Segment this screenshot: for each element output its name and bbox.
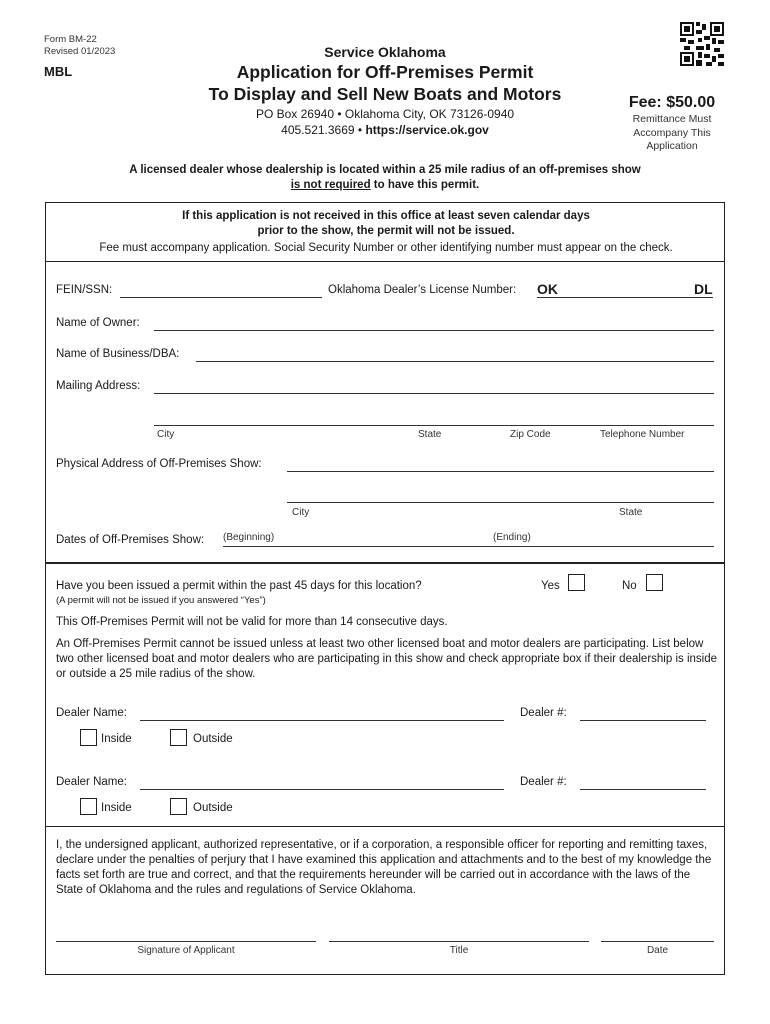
dealer2-inside-checkbox[interactable] bbox=[80, 798, 97, 815]
certification-text: I, the undersigned applicant, authorized representative, or if a corporation, a responsible officer for reporting and remitting taxes, declare under the penalties of perjury that I have examined this application and attachments and to the best of my knowledge the facts set forth are true and correct, and that the requirements hereunder will be carried out in accordance with the laws of the State of Oklahoma and the rules and regulations of Service Oklahoma. bbox=[56, 839, 712, 896]
license-prefix: OK bbox=[537, 281, 558, 297]
title-caption: Title bbox=[449, 945, 469, 956]
notice-line1: A licensed dealer whose dealership is located within a 25 mile radius of an off-premises show bbox=[129, 164, 641, 176]
notice-underlined: is not required bbox=[290, 179, 371, 191]
certification-section bbox=[45, 827, 725, 975]
business-name-field[interactable] bbox=[196, 361, 714, 362]
state-caption: State bbox=[418, 429, 442, 440]
form-title-line1: Application for Off-Premises Permit bbox=[236, 62, 534, 82]
remit-line: Remittance Must bbox=[632, 113, 712, 125]
beginning-caption: (Beginning) bbox=[223, 532, 275, 543]
form-number: Form BM-22 bbox=[44, 34, 97, 45]
dealer-number-label: Dealer #: bbox=[520, 776, 567, 788]
state-caption: State bbox=[619, 507, 643, 518]
dealer1-outside-checkbox[interactable] bbox=[170, 729, 187, 746]
mailing-address-field[interactable] bbox=[154, 393, 714, 394]
remittance-note bbox=[612, 113, 732, 154]
inside-label: Inside bbox=[101, 802, 132, 814]
no-checkbox[interactable] bbox=[646, 574, 663, 591]
city-caption: City bbox=[157, 429, 175, 440]
warning-line2: prior to the show, the permit will not be issued. bbox=[257, 225, 515, 237]
business-label: Name of Business/DBA: bbox=[56, 348, 180, 360]
dealer2-number-field[interactable] bbox=[580, 789, 706, 790]
dealer1-name-field[interactable] bbox=[140, 720, 504, 721]
fee-instruction: Fee must accompany application. Social Security Number or other identifying number must appear on the check. bbox=[99, 242, 673, 254]
warning-line1: If this application is not received in this office at least seven calendar days bbox=[182, 210, 590, 222]
physical-address-label: Physical Address of Off-Premises Show: bbox=[56, 458, 262, 470]
notice-line2 bbox=[0, 178, 770, 193]
remit-line: Application bbox=[646, 140, 698, 152]
dealer2-name-field[interactable] bbox=[140, 789, 504, 790]
signature-caption: Signature of Applicant bbox=[137, 945, 235, 956]
yes-checkbox[interactable] bbox=[568, 574, 585, 591]
yes-label: Yes bbox=[541, 580, 560, 592]
title-field[interactable] bbox=[329, 941, 589, 942]
mailing-city-state-zip-field[interactable] bbox=[154, 425, 714, 426]
revised-date: Revised 01/2023 bbox=[44, 46, 116, 57]
owner-name-field[interactable] bbox=[154, 330, 714, 331]
mailing-address: PO Box 26940 • Oklahoma City, OK 73126-0940 bbox=[255, 107, 515, 121]
owner-label: Name of Owner: bbox=[56, 317, 140, 329]
license-suffix: DL bbox=[694, 281, 713, 297]
fein-label: FEIN/SSN: bbox=[56, 284, 113, 296]
form-code: MBL bbox=[44, 64, 73, 79]
dealer1-number-field[interactable] bbox=[580, 720, 706, 721]
warning-box bbox=[45, 202, 725, 262]
participating-dealers-section bbox=[45, 563, 725, 827]
dates-label: Dates of Off-Premises Show: bbox=[56, 534, 205, 546]
telephone-caption: Telephone Number bbox=[600, 429, 685, 440]
prior-permit-question: Have you been issued a permit within the past 45 days for this location? bbox=[56, 580, 422, 592]
notice-rest: to have this permit. bbox=[370, 179, 480, 191]
dealer1-inside-checkbox[interactable] bbox=[80, 729, 97, 746]
website-link[interactable]: https://service.ok.gov bbox=[365, 123, 489, 137]
dealer-number-label: Dealer #: bbox=[520, 707, 567, 719]
date-field[interactable] bbox=[601, 941, 714, 942]
fee-amount: Fee: $50.00 bbox=[628, 94, 716, 111]
mailing-label: Mailing Address: bbox=[56, 380, 141, 392]
no-label: No bbox=[622, 580, 637, 592]
show-dates-field[interactable] bbox=[223, 546, 714, 547]
city-caption: City bbox=[292, 507, 310, 518]
outside-label: Outside bbox=[193, 733, 233, 745]
inside-label: Inside bbox=[101, 733, 132, 745]
outside-label: Outside bbox=[193, 802, 233, 814]
dealer2-outside-checkbox[interactable] bbox=[170, 798, 187, 815]
ending-caption: (Ending) bbox=[493, 532, 531, 543]
agency-name: Service Oklahoma bbox=[324, 44, 446, 60]
qr-code-icon bbox=[680, 22, 724, 66]
fein-field[interactable] bbox=[120, 297, 322, 298]
dealer-name-label: Dealer Name: bbox=[56, 707, 127, 719]
license-label: Oklahoma Dealer’s License Number: bbox=[328, 284, 517, 296]
prior-permit-note: (A permit will not be issued if you answered “Yes”) bbox=[56, 595, 266, 606]
form-title-line2: To Display and Sell New Boats and Motors bbox=[208, 84, 562, 104]
zip-caption: Zip Code bbox=[510, 429, 551, 440]
applicant-info-section bbox=[45, 262, 725, 563]
dealer-name-label: Dealer Name: bbox=[56, 776, 127, 788]
physical-address-field[interactable] bbox=[287, 471, 714, 472]
license-number-field[interactable] bbox=[537, 297, 713, 298]
phone-number: 405.521.3669 • bbox=[281, 123, 366, 137]
signature-field[interactable] bbox=[56, 941, 316, 942]
dealer-requirement-text: An Off-Premises Permit cannot be issued unless at least two other licensed boat and motor dealers are participating. List below two other licensed boat and motor dealers who are participating in this show and check appropriate box if their dealership is inside or outside a 25 mile radius of the show. bbox=[56, 638, 717, 680]
validity-note: This Off-Premises Permit will not be valid for more than 14 consecutive days. bbox=[56, 616, 448, 628]
remit-line: Accompany This bbox=[633, 126, 711, 139]
date-caption: Date bbox=[646, 945, 669, 956]
dealer-notice bbox=[0, 163, 770, 193]
physical-city-state-field[interactable] bbox=[287, 502, 714, 503]
